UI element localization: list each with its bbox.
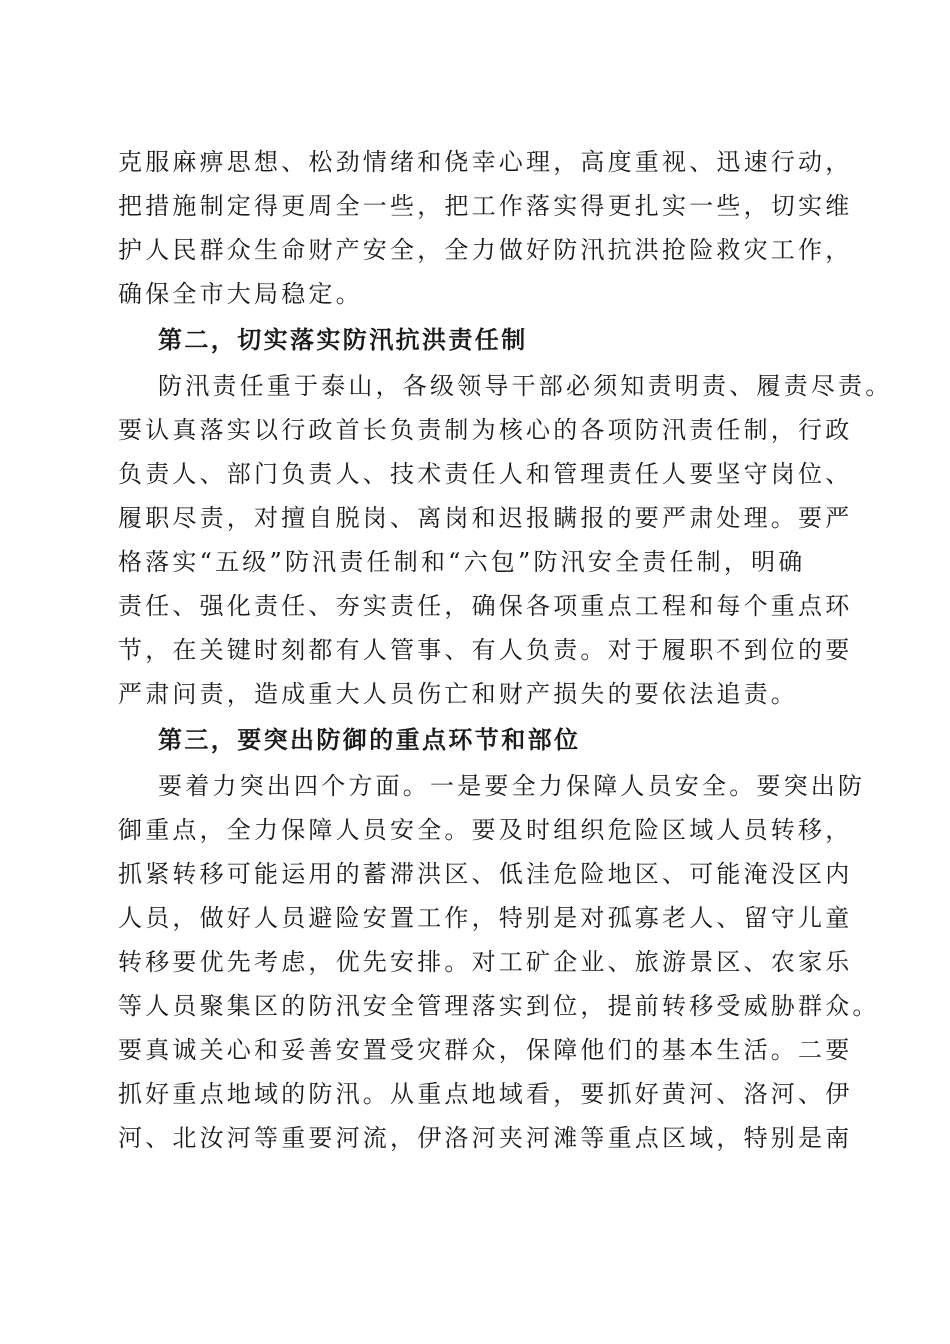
body-text-line: 等人员聚集区的防汛安全管理落实到位，提前转移受威胁群众。: [118, 992, 880, 1020]
paragraph-first-line: 防汛责任重于泰山，各级领导干部必须知责明责、履责尽责。: [158, 372, 893, 400]
body-text-line: 抓紧转移可能运用的蓄滞洪区、低洼危险地区、可能淹没区内: [118, 860, 853, 888]
body-text-line: 河、北汝河等重要河流，伊洛河夹河滩等重点区域，特别是南: [118, 1124, 853, 1152]
body-text-line: 要真诚关心和妥善安置受灾群众，保障他们的基本生活。二要: [118, 1036, 853, 1064]
body-text-line: 负责人、部门负责人、技术责任人和管理责任人要坚守岗位、: [118, 460, 853, 488]
paragraph-first-line: 要着力突出四个方面。一是要全力保障人员安全。要突出防: [158, 772, 866, 800]
body-text-line: 要认真落实以行政首长负责制为核心的各项防汛责任制，行政: [118, 416, 853, 444]
body-text-line: 人员，做好人员避险安置工作，特别是对孤寡老人、留守儿童: [118, 904, 853, 932]
body-text-line: 确保全市大局稳定。: [118, 280, 363, 308]
body-text-line: 格落实“五级”防汛责任制和“六包”防汛安全责任制，明确: [118, 548, 806, 576]
body-text-line: 节，在关键时刻都有人管事、有人负责。对于履职不到位的要: [118, 636, 853, 664]
body-text-line: 抓好重点地域的防汛。从重点地域看，要抓好黄河、洛河、伊: [118, 1080, 853, 1108]
body-text-line: 护人民群众生命财产安全，全力做好防汛抗洪抢险救灾工作，: [118, 236, 853, 264]
body-text-line: 责任、强化责任、夯实责任，确保各项重点工程和每个重点环: [118, 592, 853, 620]
body-text-line: 把措施制定得更周全一些，把工作落实得更扎实一些，切实维: [118, 192, 853, 220]
body-text-line: 克服麻痹思想、松劲情绪和侥幸心理，高度重视、迅速行动，: [118, 148, 853, 176]
section-heading: 第三，要突出防御的重点环节和部位: [158, 726, 581, 754]
body-text-line: 严肃问责，造成重大人员伤亡和财产损失的要依法追责。: [118, 680, 798, 708]
body-text-line: 履职尽责，对擅自脱岗、离岗和迟报瞒报的要严肃处理。要严: [118, 504, 853, 532]
body-text-line: 转移要优先考虑，优先安排。对工矿企业、旅游景区、农家乐: [118, 948, 853, 976]
body-text-line: 御重点，全力保障人员安全。要及时组织危险区域人员转移，: [118, 816, 853, 844]
section-heading: 第二，切实落实防汛抗洪责任制: [158, 326, 528, 354]
